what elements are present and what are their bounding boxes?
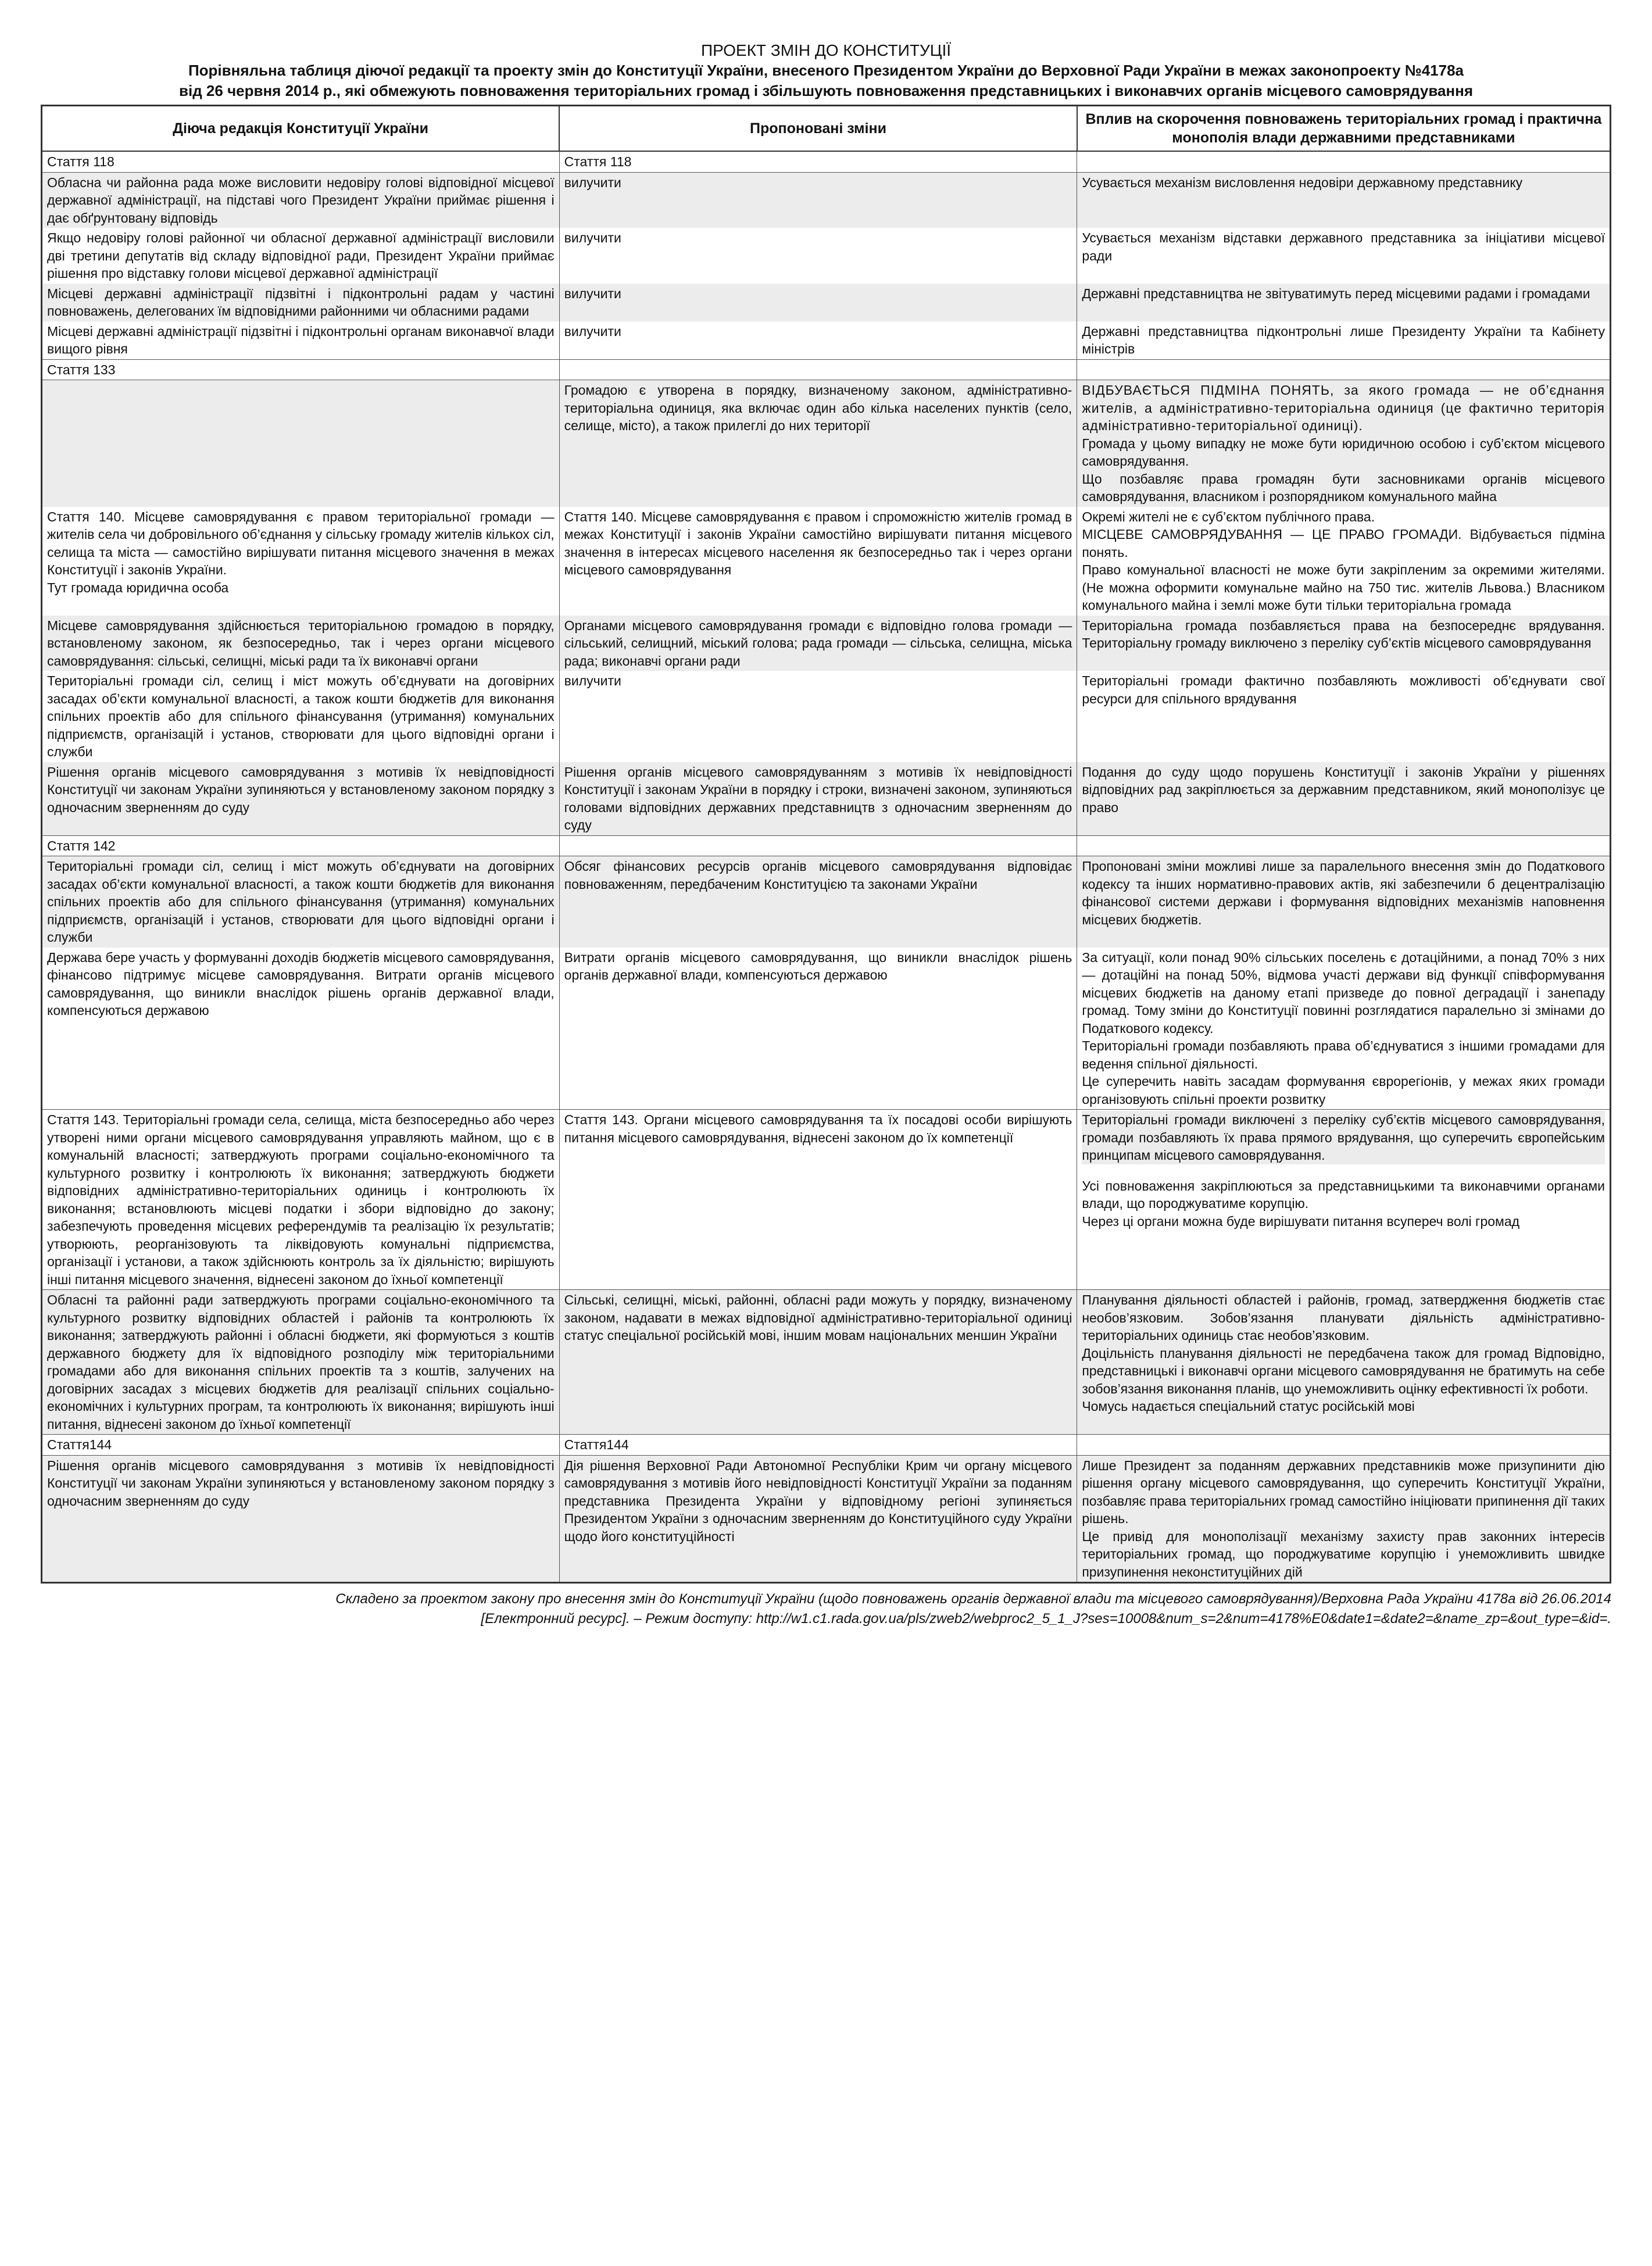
cell-proposed: вилучити <box>559 321 1077 360</box>
table-row <box>42 835 1611 856</box>
cell-current <box>42 380 560 507</box>
column-header-current: Діюча редакція Конституції України <box>42 106 560 152</box>
cell-proposed <box>559 359 1077 380</box>
table-row <box>42 321 1611 360</box>
cell-proposed: вилучити <box>559 671 1077 762</box>
cell-impact <box>1077 1110 1611 1290</box>
cell-current: Стаття144 <box>42 1435 560 1456</box>
cell-impact <box>1077 948 1611 1110</box>
current-paragraph: Тут громада юридична особа <box>47 580 229 595</box>
source-note <box>41 1589 1611 1629</box>
document-title: ПРОЕКТ ЗМІН ДО КОНСТИТУЦІЇ <box>700 41 952 59</box>
cell-proposed: Дія рішення Верховної Ради Автономної Республіки Крим чи органу місцевого самоврядування з мотивів його невідповідності Конституції України за поданням представника Президента України у відповідному регіоні зупиняється Президентом України з одночасним зверненням до Конституційного суду України щодо його конституційності <box>559 1455 1077 1583</box>
column-header-proposed: Пропоновані зміни <box>559 106 1077 152</box>
cell-current: Територіальні громади сіл, селищ і міст можуть об’єднувати на договірних засадах об’єкти комунальної власності, а також кошти бюджетів для виконання спільних проектів або для спільного фінансування (утримання) комунальних підприємств, організацій і установ, створювати для цього відповідні органи і служби <box>42 671 560 762</box>
table-header-row <box>42 106 1611 152</box>
impact-paragraph: Чомусь надається спеціальний статус російській мові <box>1082 1399 1415 1414</box>
cell-impact: Усувається механізм відставки державного представника за ініціативи місцевої ради <box>1077 228 1611 284</box>
cell-proposed: вилучити <box>559 228 1077 284</box>
table-row <box>42 1290 1611 1435</box>
table-row <box>42 762 1611 836</box>
table-row <box>42 671 1611 762</box>
impact-paragraph: Окремі жителі не є суб’єктом публічного права. <box>1082 509 1375 524</box>
table-row <box>42 359 1611 380</box>
cell-current: Стаття 133 <box>42 359 560 380</box>
table-row <box>42 228 1611 284</box>
impact-paragraph: Доцільність планування діяльності не передбачена також для громад Відповідно, представницькі і виконавчі органи місцевого самоврядування не братимуть на себе зобов’язання виконання планів, що унеможливить оцінку ефективності їх роботи. <box>1082 1345 1605 1396</box>
source-url: [Електронний ресурс]. – Режим доступу: http://w1.c1.rada.gov.ua/pls/zweb2/webproc2_5_1_J?ses=10008&num_s=2&num=4178%E0&date1=&date2=&name_zp=&out_type=&id=. <box>481 1611 1611 1627</box>
cell-current: Територіальні громади сіл, селищ і міст можуть об’єднувати на договірних засадах об’єкти комунальної власності, а також кошти бюджетів для виконання спільних проектів або для спільного фінансування (утримання) комунальних підприємств, організацій і установ, створювати для цього відповідні органи і служби <box>42 856 560 948</box>
cell-proposed: Рішення органів місцевого самоврядуванням з мотивів їх невідповідності Конституції і законам України в порядку і строки, визначені законом, зупиняються головами відповідних державних представництв з одночасним зверненням до суду <box>559 762 1077 836</box>
cell-proposed: вилучити <box>559 172 1077 228</box>
impact-paragraph: Це суперечить навіть засадам формування єврорегіонів, у межах яких громади організовують спільні проекти розвитку <box>1082 1074 1605 1107</box>
impact-spacer <box>1082 1164 1605 1177</box>
table-row <box>42 1435 1611 1456</box>
cell-impact: Усувається механізм висловлення недовіри державному представнику <box>1077 172 1611 228</box>
cell-current: Стаття 118 <box>42 151 560 172</box>
cell-impact <box>1077 507 1611 616</box>
cell-impact <box>1077 1435 1611 1456</box>
cell-current: Місцеві державні адміністрації підзвітні і підконтрольні органам виконавчої влади вищого рівня <box>42 321 560 360</box>
impact-paragraph: Це привід для монополізації механізму захисту прав законних інтересів територіальних громад, що породжуватиме корупцію і унеможливить швидке призупинення неконституційних дій <box>1082 1528 1605 1579</box>
table-row <box>42 151 1611 172</box>
cell-proposed: Витрати органів місцевого самоврядування, що виникли внаслідок рішень органів державної влади, компенсуються державою <box>559 948 1077 1110</box>
impact-paragraph: Що позбавляє права громадян бути засновниками органів місцевого самоврядування, власником і розпорядником комунального майна <box>1082 471 1605 504</box>
table-row <box>42 1455 1611 1583</box>
impact-paragraph: За ситуації, коли понад 90% сільських поселень є дотаційними, а понад 70% з них — дотаційні на понад 50%, відмова участі держави від функції співформування місцевих бюджетів на даному етапі призведе до повної деградації і занепаду громад. Тому зміни до Конституції повинні розглядатися паралельно зі змінами до Податкового кодексу. <box>1082 949 1605 1036</box>
cell-impact <box>1077 835 1611 856</box>
cell-current: Рішення органів місцевого самоврядування з мотивів їх невідповідності Конституції чи законам України зупиняються у встановленому законом порядку з одночасним зверненням до суду <box>42 1455 560 1583</box>
impact-paragraph: Через ці органи можна буде вирішувати питання всупереч волі громад <box>1082 1213 1520 1229</box>
impact-paragraph: Громада у цьому випадку не може бути юридичною особою і суб’єктом місцевого самоврядування. <box>1082 435 1605 469</box>
impact-paragraph: Лише Президент за поданням державних представників може призупинити дію рішення органу місцевого самоврядування, що суперечить Конституції України, позбавляє права територіальних громад самостійно ініціювати припинення дії таких рішень. <box>1082 1457 1605 1526</box>
cell-current: Місцеве самоврядування здійснюється територіальною громадою в порядку, встановленому законом, як безпосередньо, так і через органи місцевого самоврядування: сільські, селищні, міські ради та їх виконавчі органи <box>42 616 560 671</box>
comparison-table <box>41 105 1611 1584</box>
impact-paragraph: Територіальні громади виключені з переліку суб’єктів місцевого самоврядування, громади позбавляють їх права прямого врядування, що суперечить європейським принципам місцевого самоврядування. <box>1082 1111 1605 1164</box>
table-row <box>42 380 1611 507</box>
cell-impact <box>1077 359 1611 380</box>
document-subtitle-line1: Порівняльна таблиця діючої редакції та проекту змін до Конституції України, внесеного Президентом України до Верховної Ради України в межах законопроекту №4178а <box>188 62 1464 79</box>
table-row <box>42 616 1611 671</box>
document-page <box>41 41 1611 1629</box>
cell-current: Держава бере участь у формуванні доходів бюджетів місцевого самоврядування, фінансово підтримує місцеве самоврядування. Витрати органів місцевого самоврядування, що виникли внаслідок рішень органів державної влади, компенсуються державою <box>42 948 560 1110</box>
table-row <box>42 284 1611 321</box>
table-row <box>42 948 1611 1110</box>
cell-current: Стаття 142 <box>42 835 560 856</box>
table-row <box>42 507 1611 616</box>
cell-proposed: Обсяг фінансових ресурсів органів місцевого самоврядування відповідає повноваженням, передбаченим Конституцією та законами України <box>559 856 1077 948</box>
cell-proposed: Стаття144 <box>559 1435 1077 1456</box>
cell-current: Якщо недовіру голові районної чи обласної державної адміністрації висловили дві третини депутатів від складу відповідної ради, Президент України приймає рішення про відставку голови місцевої державної адміністрації <box>42 228 560 284</box>
cell-current: Обласні та районні ради затверджують програми соціально-економічного та культурного розвитку відповідних областей і районів та контролюють їх виконання; затверджують районні і обласні бюджети, які формуються з коштів державного бюджету для їх відповідного розподілу між територіальними громадами або для виконання спільних проектів та з коштів, залучених на договірних засадах з місцевих бюджетів для реалізації спільних соціально-економічних і культурних програм, та контролюють їх виконання; вирішують інші питання, віднесені законом до їхньої компетенції <box>42 1290 560 1435</box>
cell-current: Місцеві державні адміністрації підзвітні і підконтрольні радам у частині повноважень, делегованих їм відповідними районними чи обласними радами <box>42 284 560 321</box>
cell-impact: Територіальні громади фактично позбавляють можливості об’єднувати свої ресурси для спільного врядування <box>1077 671 1611 762</box>
cell-current <box>42 507 560 616</box>
table-row <box>42 1110 1611 1290</box>
source-citation: Складено за проектом закону про внесення змін до Конституції України (щодо повноважень органів державної влади та місцевого самоврядування)/Верховна Рада України 4178а від 26.06.2014 <box>335 1591 1611 1607</box>
cell-impact: Державні представництва підконтрольні лише Президенту України та Кабінету міністрів <box>1077 321 1611 360</box>
impact-paragraph: Територіальні громади позбавляють права об’єднуватися з іншими громадами для ведення спільної діяльності. <box>1082 1038 1605 1071</box>
cell-impact <box>1077 1290 1611 1435</box>
table-row <box>42 856 1611 948</box>
cell-impact: Пропоновані зміни можливі лише за паралельного внесення змін до Податкового кодексу та інших нормативно-правових актів, які забезпечили б децентралізацію фінансової системи держави і формування відповідних механізмів наповнення місцевих бюджетів. <box>1077 856 1611 948</box>
cell-impact: Територіальна громада позбавляється права на безпосереднє врядування. Територіальну громаду виключено з переліку суб’єктів місцевого самоврядування <box>1077 616 1611 671</box>
cell-proposed: Органами місцевого самоврядування громади є відповідно голова громади — сільський, селищний, міський голова; рада громади — сільська, селищна, міська рада; виконавчі органи ради <box>559 616 1077 671</box>
impact-paragraph: Планування діяльності областей і районів, громад, затвердження бюджетів стає необов’язковим. Зобов’язання планувати діяльність адміністративно-територіальних одиниць стає необов’язковим. <box>1082 1292 1605 1343</box>
column-header-impact: Вплив на скорочення повноважень територіальних громад і практична монополія влади державними представниками <box>1077 106 1611 152</box>
cell-impact: Державні представництва не звітуватимуть перед місцевими радами і громадами <box>1077 284 1611 321</box>
impact-paragraph: Право комунальної власності не може бути закріпленим за окремими жителями. (Не можна оформити комунальне майно на 750 тис. жителів Львова.) Власником комунального майна і землі може бути тільки територіальна громада <box>1082 562 1605 613</box>
cell-impact <box>1077 380 1611 507</box>
cell-proposed: Громадою є утворена в порядку, визначеному законом, адміністративно-територіальна одиниця, яка включає один або кілька населених пунктів (село, селище, місто), а також прилеглі до них території <box>559 380 1077 507</box>
cell-proposed: Стаття 118 <box>559 151 1077 172</box>
cell-proposed: вилучити <box>559 284 1077 321</box>
cell-proposed: Стаття 140. Місцеве самоврядування є правом і спроможністю жителів громад в межах Конституції і законів України самостійно вирішувати питання місцевого значення в інтересах місцевого населення як безпосередньо так і через органи місцевого самоврядування <box>559 507 1077 616</box>
impact-paragraph: ВІДБУВАЄТЬСЯ ПІДМІНА ПОНЯТЬ, за якого громада — не об’єднання жителів, а адміністративно-територіальна одиниця (це фактично територія адміністративно-територіальної одиниці). <box>1082 383 1605 433</box>
document-subtitle-line2: від 26 червня 2014 р., які обмежують повноваження територіальних громад і збільшують повноваження представницьких і виконавчих органів місцевого самоврядування <box>178 82 1474 99</box>
cell-current: Стаття 143. Територіальні громади села, селища, міста безпосередньо або через утворені ними органи місцевого самоврядування управляють майном, що є в комунальній власності; затверджують програми соціально-економічного та культурного розвитку і контролюють їх виконання; затверджують бюджети відповідних адміністративно-територіальних одиниць і контролюють їх виконання; встановлюють місцеві податки і збори відповідно до закону; забезпечують проведення місцевих референдумів та реалізацію їх результатів; утворюють, реорганізовують та ліквідовують комунальні підприємства, організації і установи, а також здійснюють контроль за їх діяльністю; вирішують інші питання місцевого значення, віднесені законом до їхньої компетенції <box>42 1110 560 1290</box>
cell-proposed: Стаття 143. Органи місцевого самоврядування та їх посадові особи вирішують питання місцевого самоврядування, віднесені законом до їх компетенції <box>559 1110 1077 1290</box>
cell-current: Рішення органів місцевого самоврядування з мотивів їх невідповідності Конституції чи законам України зупиняються у встановленому законом порядку з одночасним зверненням до суду <box>42 762 560 836</box>
cell-proposed <box>559 835 1077 856</box>
impact-paragraph: МІСЦЕВЕ САМОВРЯДУВАННЯ — ЦЕ ПРАВО ГРОМАДИ. Відбувається підміна понять. <box>1082 527 1605 560</box>
table-row <box>42 172 1611 228</box>
cell-current: Обласна чи районна рада може висловити недовіру голові відповідної місцевої державної адміністрації, на підставі чого Президент України приймає рішення і дає обґрунтовану відповідь <box>42 172 560 228</box>
cell-impact <box>1077 151 1611 172</box>
cell-impact: Подання до суду щодо порушень Конституції і законів України у рішеннях відповідних рад закріплюється за державним представником, який монополізує це право <box>1077 762 1611 836</box>
cell-impact <box>1077 1455 1611 1583</box>
impact-paragraph: Усі повноваження закріплюються за представницькими та виконавчими органами влади, що породжуватиме корупцію. <box>1082 1178 1605 1211</box>
current-paragraph: Стаття 140. Місцеве самоврядування є правом територіальної громади — жителів села чи добровільного об’єднання у сільську громаду жителів кількох сіл, селища та міста — самостійно вирішувати питання місцевого значення в межах Конституції і законів України. <box>47 509 555 577</box>
cell-proposed: Сільські, селищні, міські, районні, обласні ради можуть у порядку, визначеному законом, надавати в межах відповідної адміністративно-територіальної одиниці статус спеціальної російській мові, іншим мовам національних меншин України <box>559 1290 1077 1435</box>
